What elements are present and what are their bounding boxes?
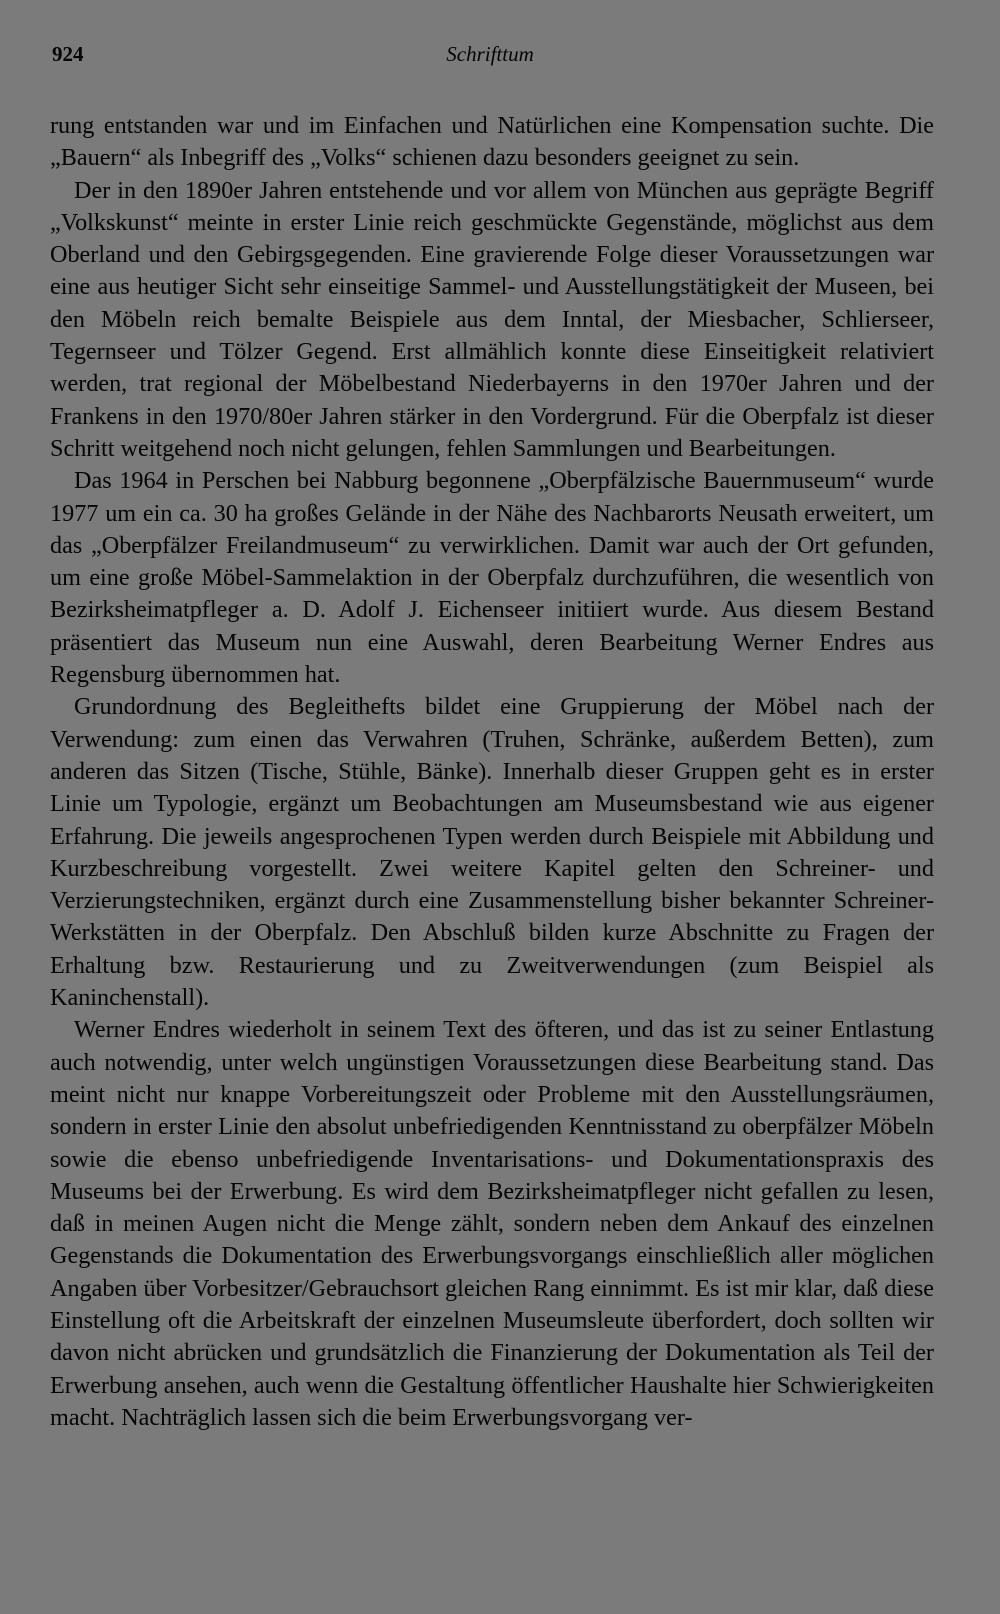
paragraph-freilandmuseum: Das 1964 in Perschen bei Nabburg begonnene „Oberpfälzische Bauernmuseum“ wurde 1977 um ein ca. 30 ha großes Gelände in der Nähe des Nachbarorts Neusath erweitert, um das „Oberpfälzer Freilandmuseum“ zu verwirklichen. Damit war auch der Ort gefunden, um eine große Möbel-Sammelaktion in der Oberpfalz durchzuführen, die wesentlich von Bezirksheimatpfleger a. D. Adolf J. Eichenseer initiiert wurde. Aus diesem Bestand präsentiert das Museum nun eine Auswahl, deren Bearbeitung Werner Endres aus Regensburg übernommen hat. bbox=[50, 467, 934, 689]
running-title: Schrifttum bbox=[446, 42, 534, 66]
paragraph-volkskunst: Der in den 1890er Jahren entstehende und vor allem von München aus geprägte Begriff „Volkskunst“ meinte in erster Linie reich geschmückte Gegenstände, möglichst aus dem Oberland und den Gebirgsgegenden. Eine gravierende Folge dieser Voraussetzungen war eine aus heutiger Sicht sehr einseitige Sammel- und Ausstellungstätigkeit der Museen, bei den Möbeln reich bemalte Beispiele aus dem Inntal, der Miesbacher, Schlierseer, Tegernseer und Tölzer Gegend. Erst allmählich konnte diese Einseitigkeit relativiert werden, trat regional der Möbelbestand Niederbayerns in den 1970er Jahren und der Frankens in den 1970/80er Jahren stärker in den Vordergrund. Für die Oberpfalz ist dieser Schritt weitgehend noch nicht gelungen, fehlen Sammlungen und Bearbeitungen. bbox=[50, 176, 934, 462]
paragraph-grundordnung: Grundordnung des Begleithefts bildet eine Gruppierung der Möbel nach der Verwendung: zum einen das Verwahren (Truhen, Schränke, außerdem Betten), zum anderen das Sitzen (Tische, Stühle, Bänke). Innerhalb dieser Gruppen geht es in erster Linie um Typologie, ergänzt um Beobachtungen am Museumsbestand wie aus eigener Erfahrung. Die jeweils angesprochenen Typen werden durch Beispiele mit Abbildung und Kurzbeschreibung vorgestellt. Zwei weitere Kapitel gelten den Schreiner- und Verzierungstechniken, ergänzt durch eine Zusammenstellung bisher bekannter Schreiner-Werkstätten in der Oberpfalz. Den Abschluß bilden kurze Abschnitte zu Fragen der Erhaltung bzw. Restaurierung und zu Zweitverwendungen (zum Beispiel als Kaninchenstall). bbox=[50, 693, 934, 1012]
paragraph-werner-endres: Werner Endres wiederholt in seinem Text des öfteren, und das ist zu seiner Entlastung auch notwendig, unter welch ungünstigen Voraussetzungen diese Bearbeitung stand. Das meint nicht nur knappe Vorbereitungszeit oder Probleme mit den Ausstellungsräumen, sondern in erster Linie den absolut unbefriedigenden Kenntnisstand zu oberpfälzer Möbeln sowie die ebenso unbefriedigende Inventarisations- und Dokumentationspraxis des Museums bei der Erwerbung. Es wird dem Bezirksheimatpfleger nicht gefallen zu lesen, daß in meinen Augen nicht die Menge zählt, sondern neben dem Ankauf des einzelnen Gegenstands die Dokumentation des Erwerbungsvorgangs einschließlich aller möglichen Angaben über Vorbesitzer/Gebrauchsort gleichen Rang einnimmt. Es ist mir klar, daß diese Einstellung oft die Arbeitskraft der einzelnen Museumsleute überfordert, doch sollten wir davon nicht abrücken und grundsätzlich die Finanzierung der Dokumentation als Teil der Erwerbung ansehen, auch wenn die Gestaltung öffentlicher Haushalte hier Schwierigkeiten macht. Nachträglich lassen sich die beim Erwerbungsvorgang ver- bbox=[50, 1016, 934, 1431]
page-header bbox=[50, 42, 930, 78]
page-number: 924 bbox=[52, 42, 84, 66]
paragraph-continuation: rung entstanden war und im Einfachen und Natürlichen eine Kompensation suchte. Die „Bauern“ als Inbegriff des „Volks“ schienen dazu besonders geeignet zu sein. bbox=[50, 112, 934, 172]
body-text bbox=[50, 110, 934, 1434]
